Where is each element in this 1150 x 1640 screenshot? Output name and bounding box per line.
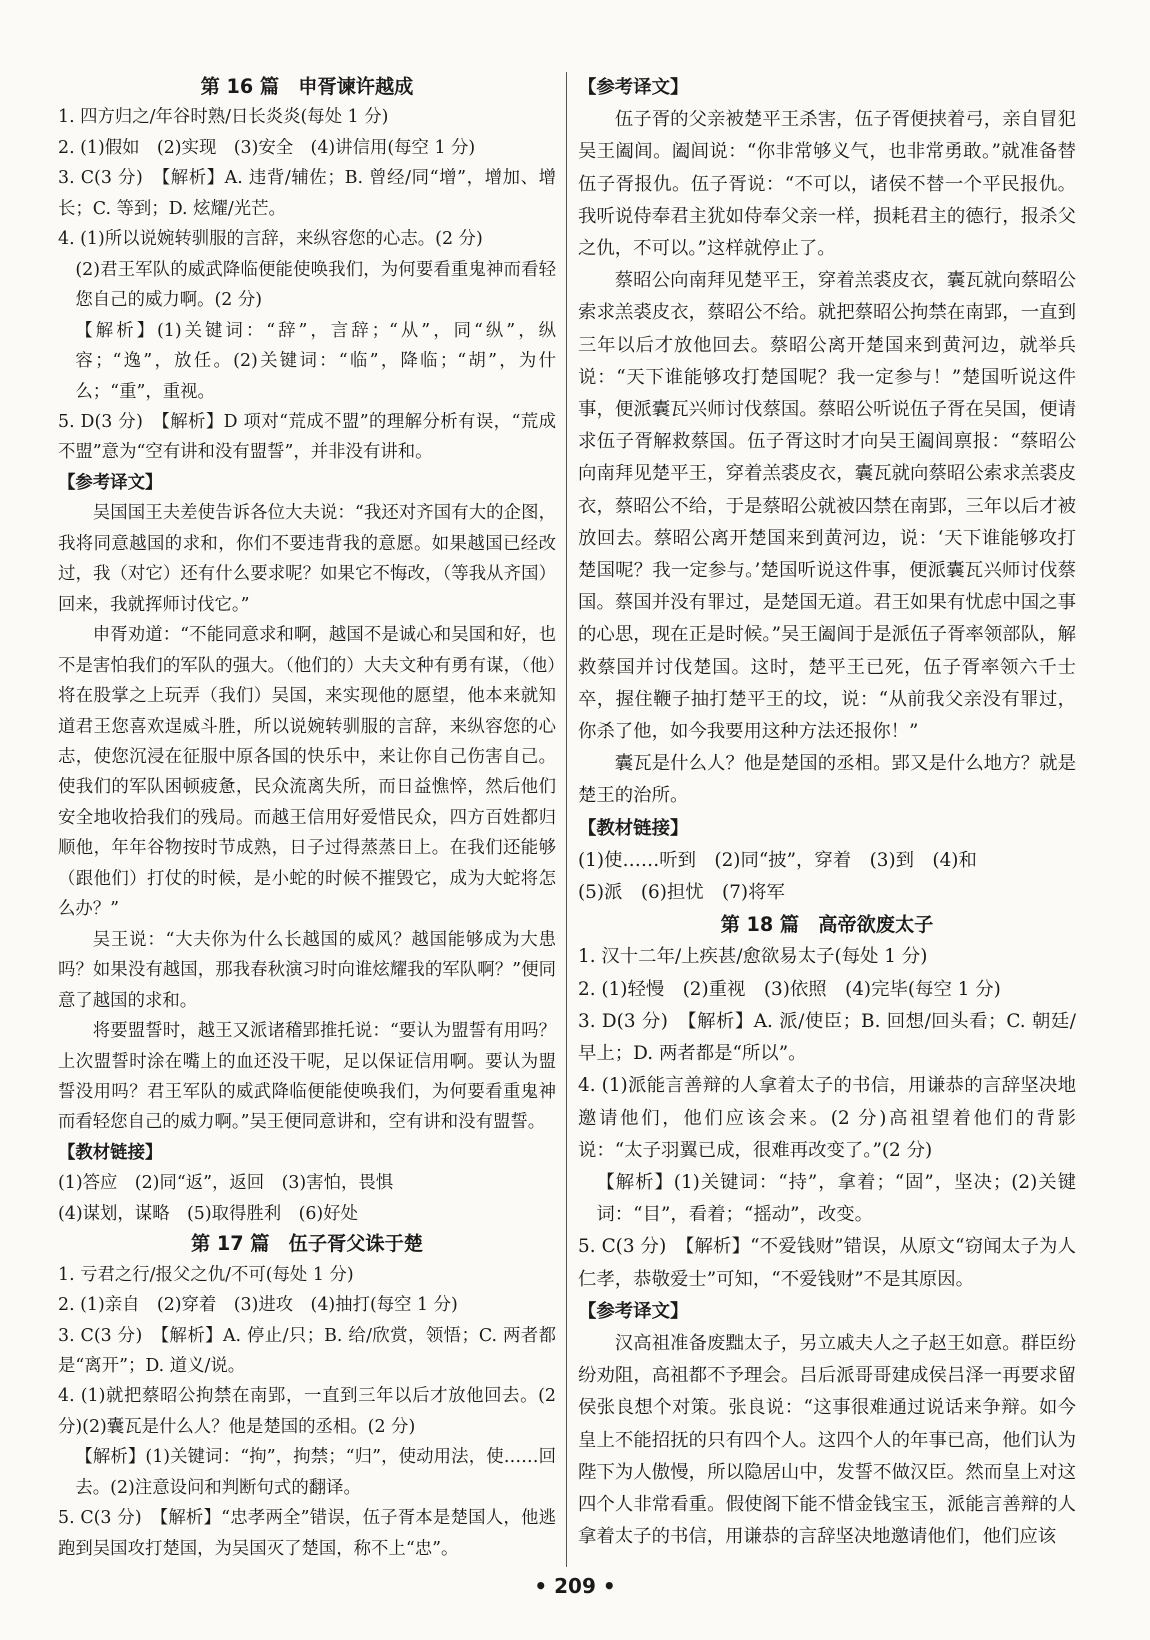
section-18-title: 第 18 篇 高帝欲废太子 (720, 913, 934, 937)
s16-answer-2: 2. (1)假如 (2)实现 (3)安全 (4)讲信用(每空 1 分) (58, 137, 476, 158)
s17-reference-heading: 【参考译文】 (578, 77, 689, 98)
s16-answer-4b: (2)君王军队的威武降临便能使唤我们，为何要看重鬼神而看轻您自己的威力啊。(2 分) (75, 259, 556, 311)
s17-link-line-2: (5)派 (6)担忧 (7)将军 (578, 882, 785, 904)
s18-answer-3: 3. D(3 分) 【解析】A. 派/使臣；B. 回想/回头看；C. 朝廷/早上；D. 两者都是“所以”。 (578, 1010, 1076, 1065)
right-column (578, 72, 1076, 1553)
s18-answer-4a: 4. (1)派能言善辩的人拿着太子的书信，用谦恭的言辞坚决地邀请他们，他们应该会来。(2 分)高祖望着他们的背影说：“太子羽翼已成，很难再改变了。”(2 分) (578, 1075, 1076, 1161)
s17-answer-1: 1. 亏君之行/报父之仇/不可(每处 1 分) (58, 1264, 354, 1285)
s18-answer-4b: 【解析】(1)关键词：“持”，拿着；“固”，坚决；(2)关键词：“目”，看着；“摇动”，改变。 (596, 1171, 1076, 1226)
s16-reference-heading: 【参考译文】 (58, 472, 163, 493)
s16-translation-p4: 将要盟誓时，越王又派诸稽郢推托说：“要认为盟誓有用吗？上次盟誓时涂在嘴上的血还没干呢，足以保证信用啊。要认为盟誓没用吗？君王军队的威武降临便能使唤我们，为何要看重鬼神而看轻您自己的威力啊。”吴王便同意讲和，空有讲和没有盟誓。 (58, 1021, 556, 1133)
left-column (58, 72, 556, 1564)
s17-answer-4b: 【解析】(1)关键词：“拘”，拘禁；“归”，使动用法，使……回去。(2)注意设问和判断句式的翻译。 (75, 1447, 556, 1498)
s16-link-line-1: (1)答应 (2)同“返”，返回 (3)害怕，畏惧 (58, 1173, 394, 1194)
s17-link-line-1: (1)使……听到 (2)同“披”，穿着 (3)到 (4)和 (578, 849, 977, 871)
s18-answer-5: 5. C(3 分) 【解析】“不爱钱财”错误，从原文“窃闻太子为人仁孝，恭敬爱士”可知，“不爱钱财”不是其原因。 (578, 1236, 1076, 1290)
s17-textbook-link-heading: 【教材链接】 (578, 817, 689, 839)
s17-answer-2: 2. (1)亲自 (2)穿着 (3)进攻 (4)抽打(每空 1 分) (58, 1295, 458, 1316)
s16-link-line-2: (4)谋划，谋略 (5)取得胜利 (6)好处 (58, 1203, 358, 1224)
section-17-title: 第 17 篇 伍子胥父诛于楚 (191, 1232, 423, 1256)
s17-translation-p3: 囊瓦是什么人？他是楚国的丞相。郢又是什么地方？就是楚王的治所。 (578, 753, 1076, 807)
s17-translation-p1: 伍子胥的父亲被楚平王杀害，伍子胥便挟着弓，亲自冒犯吴王阖闾。阖闾说：“你非常够义气，也非常勇敢。”就准备替伍子胥报仇。伍子胥说：“不可以，诸侯不替一个平民报仇。我听说侍奉君主犹如侍奉父亲一样，损耗君主的德行，报杀父之仇，不可以。”这样就停止了。 (578, 109, 1076, 260)
s17-answer-5: 5. C(3 分) 【解析】“忠孝两全”错误，伍子胥本是楚国人，他逃跑到吴国攻打楚国，为吴国灭了楚国，称不上“忠”。 (58, 1508, 556, 1559)
s17-translation-p2: 蔡昭公向南拜见楚平王，穿着羔裘皮衣，囊瓦就向蔡昭公索求羔裘皮衣，蔡昭公不给。就把蔡昭公拘禁在南郢，一直到三年以后才放他回去。蔡昭公离开楚国来到黄河边，就举兵说：“天下谁能够攻打楚国呢？我一定参与！”楚国听说这件事，便派囊瓦兴师讨伐蔡国。蔡昭公听说伍子胥在吴国，便请求伍子胥解救蔡国。伍子胥这时才向吴王阖闾禀报：“蔡昭公向南拜见楚平王，穿着羔裘皮衣，囊瓦就向蔡昭公索求羔裘皮衣，蔡昭公不给，于是蔡昭公就被囚禁在南郢，三年以后才被放回去。蔡昭公离开楚国来到黄河边，说：‘天下谁能够攻打楚国呢？我一定参与。’楚国听说这件事，便派囊瓦兴师讨伐蔡国。蔡国并没有罪过，是楚国无道。君王如果有忧虑中国之事的心思，现在正是时候。”吴王阖闾于是派伍子胥率领部队，解救蔡国并讨伐楚国。这时，楚平王已死，伍子胥率领六千士卒，握住鞭子抽打楚平王的坟，说：“从前我父亲没有罪过，你杀了他，如今我要用这种方法还报你！” (578, 270, 1076, 743)
column-divider (566, 72, 567, 1567)
s16-textbook-link-heading: 【教材链接】 (58, 1142, 163, 1163)
s18-reference-heading: 【参考译文】 (578, 1300, 689, 1322)
s18-answer-2: 2. (1)轻慢 (2)重视 (3)依照 (4)完毕(每空 1 分) (578, 978, 1001, 1000)
s16-answer-4c: 【解析】(1)关键词：“辞”，言辞；“从”，同“纵”，纵容；“逸”，放任。(2)关键词：“临”，降临；“胡”，为什么；“重”，重视。 (75, 320, 556, 402)
section-16-title: 第 16 篇 申胥谏许越成 (200, 75, 414, 98)
s17-answer-3: 3. C(3 分) 【解析】A. 停止/只；B. 给/欣赏，领悟；C. 两者都是“离开”；D. 道义/说。 (58, 1325, 556, 1377)
s17-answer-4a: 4. (1)就把蔡昭公拘禁在南郢，一直到三年以后才放他回去。(2 分)(2)囊瓦是什么人？他是楚国的丞相。(2 分) (58, 1386, 556, 1437)
s16-translation-p2: 申胥劝道：“不能同意求和啊，越国不是诚心和吴国和好，也不是害怕我们的军队的强大。（他们的）大夫文种有勇有谋，（他）将在股掌之上玩弄（我们）吴国，来实现他的愿望，他本来就知道君王您喜欢逞威斗胜，所以说婉转驯服的言辞，来纵容您的心志，使您沉浸在征服中原各国的快乐中，来让你自己伤害自己。使我们的军队困顿疲惫，民众流离失所，而日益憔悴，然后他们安全地收拾我们的残局。而越王信用好爱惜民众，四方百姓都归顺他，年年谷物按时节成熟，日子过得蒸蒸日上。在我们还能够（跟他们）打仗的时候，是小蛇的时候不摧毁它，成为大蛇将怎么办？” (58, 625, 556, 920)
s16-answer-1: 1. 四方归之/年谷时熟/日长炎炎(每处 1 分) (58, 107, 389, 128)
page-number: • 209 • (534, 1574, 616, 1598)
s18-translation-p1: 汉高祖准备废黜太子，另立戚夫人之子赵王如意。群臣纷纷劝阻，高祖都不予理会。吕后派哥哥建成侯吕泽一再要求留侯张良想个对策。张良说：“这事很难通过说话来争辩。如今皇上不能招抚的只有四个人。这四个人的年事已高，他们认为陛下为人傲慢，所以隐居山中，发誓不做汉臣。然而皇上对这四个人非常看重。假使阁下能不惜金钱宝玉，派能言善辩的人拿着太子的书信，用谦恭的言辞坚决地邀请他们，他们应该 (578, 1332, 1076, 1548)
s16-answer-3: 3. C(3 分) 【解析】A. 违背/辅佐；B. 曾经/同“增”，增加、增长；C. 等到；D. 炫耀/光芒。 (58, 168, 556, 219)
s16-answer-4a: 4. (1)所以说婉转驯服的言辞，来纵容您的心志。(2 分) (58, 229, 483, 250)
s16-answer-5: 5. D(3 分) 【解析】D 项对“荒成不盟”的理解分析有误，“荒成不盟”意为“空有讲和没有盟誓”，并非没有讲和。 (58, 411, 556, 463)
s18-answer-1: 1. 汉十二年/上疾甚/愈欲易太子(每处 1 分) (578, 946, 928, 968)
s16-translation-p3: 吴王说：“大夫你为什么长越国的威风？越国能够成为大患吗？如果没有越国，那我春秋演习时向谁炫耀我的军队啊？”便同意了越国的求和。 (58, 929, 556, 1011)
s16-translation-p1: 吴国国王夫差使告诉各位大夫说：“我还对齐国有大的企图，我将同意越国的求和，你们不要违背我的意愿。如果越国已经改过，我（对它）还有什么要求呢？如果它不悔改，（等我从齐国）回来，我就挥师讨伐它。” (58, 503, 556, 615)
